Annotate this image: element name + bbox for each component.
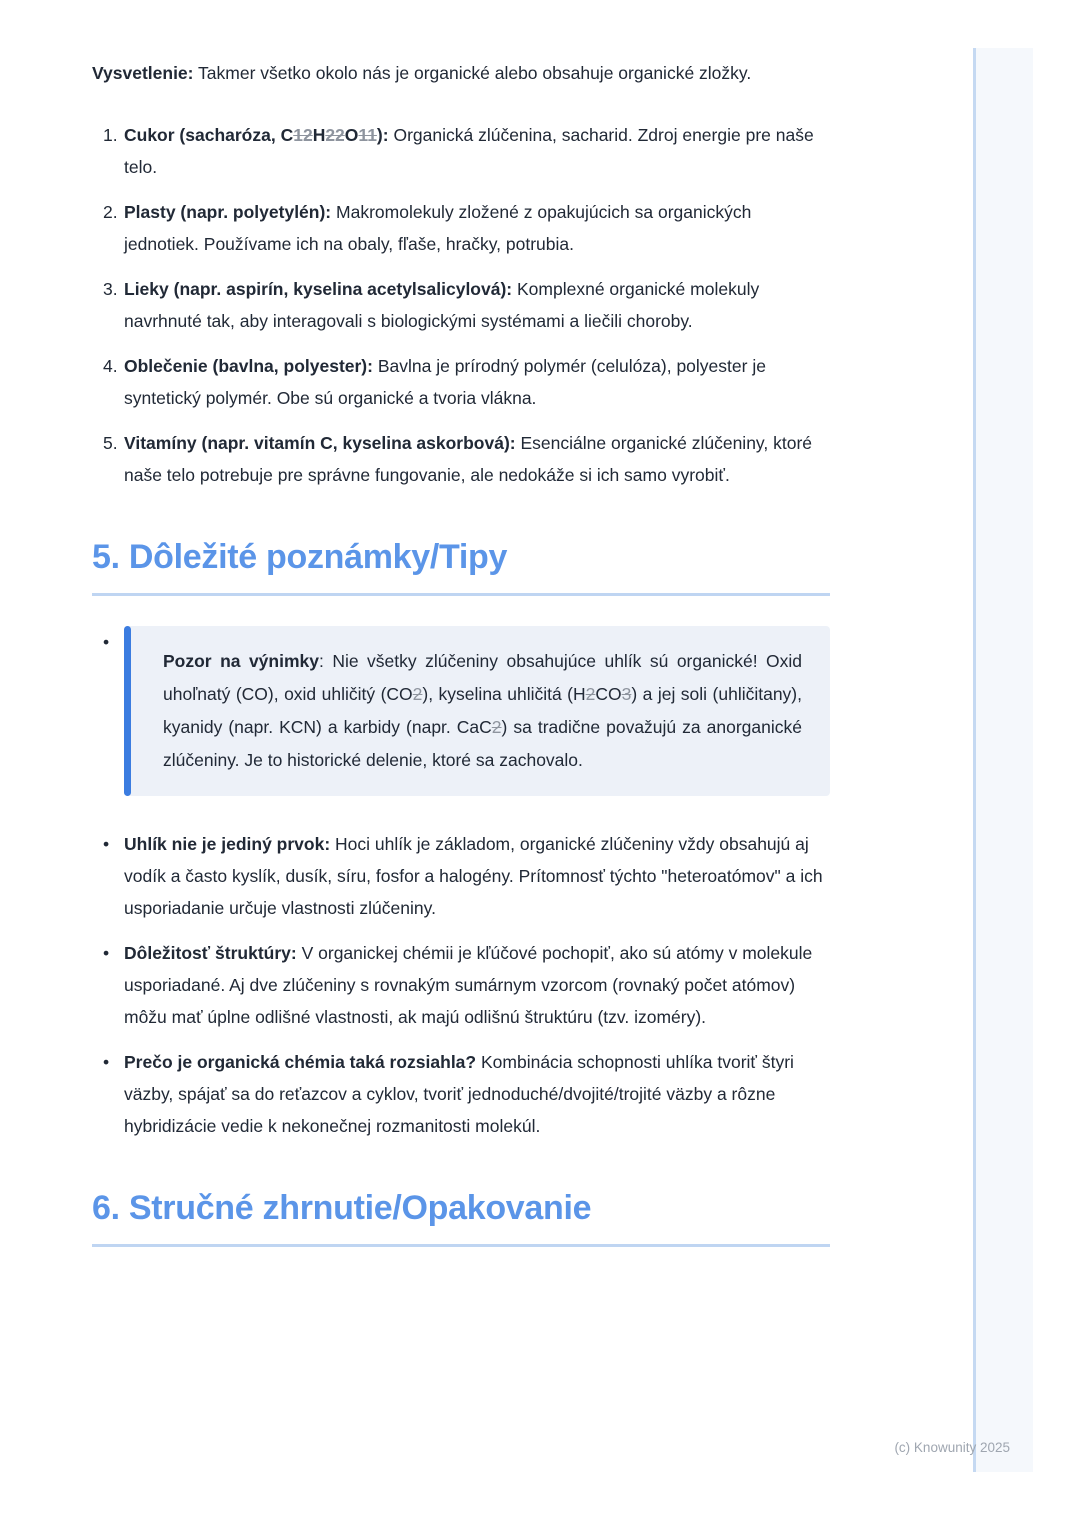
struck-subscript: 2 — [585, 684, 596, 705]
section-6-divider — [92, 1244, 830, 1247]
list-item-lead: Cukor (sacharóza, C12H22O11): — [124, 125, 389, 145]
struck-subscript: 3 — [621, 684, 632, 705]
callout-text — [163, 645, 802, 777]
list-item-body: Hoci uhlík je základom, organické zlúčeniny vždy obsahujú aj vodík a často kyslík, dusík, síru, fosfor a halogény. Prítomnosť týchto "heteroatómov" a ich usporiadanie určuje vlastnosti zlúčeniny. — [124, 834, 823, 919]
list-item-lead: Vitamíny (napr. vitamín C, kyselina askorbová): — [124, 433, 516, 453]
struck-subscript: 2 — [491, 717, 502, 738]
list-item — [92, 427, 830, 491]
list-item-text — [124, 273, 830, 337]
list-item-body: Organická zlúčenina, sacharid. Zdroj energie pre naše telo. — [124, 125, 814, 177]
list-item — [92, 350, 830, 414]
copyright-footer: (c) Knowunity 2025 — [894, 1440, 1010, 1455]
next-page-edge — [973, 48, 1033, 1472]
list-item-text — [124, 828, 830, 924]
list-marker: • — [103, 943, 110, 964]
list-item — [92, 196, 830, 260]
list-item-text — [124, 937, 830, 1033]
list-item — [92, 273, 830, 337]
struck-subscript: 22 — [325, 125, 345, 145]
document-content — [92, 57, 830, 1247]
list-marker: 2. — [103, 202, 118, 222]
list-item-body: V organickej chémii je kľúčové pochopiť, ako sú atómy v molekule usporiadané. Aj dve zlúčeniny s rovnakým sumárnym vzorcom (rovnaký počet atómov) môžu mať úplne odlišné vlastnosti, ak majú odlišnú štruktúru (tzv. izoméry). — [124, 943, 813, 1028]
list-item-text — [124, 1046, 830, 1142]
list-item-lead: Plasty (napr. polyetylén): — [124, 202, 332, 222]
examples-numbered-list — [92, 119, 830, 491]
list-item — [92, 119, 830, 183]
bullet-marker: • — [103, 632, 110, 653]
callout-accent-bar — [124, 626, 131, 796]
list-item-lead: Prečo je organická chémia taká rozsiahla? — [124, 1052, 477, 1073]
list-marker: 5. — [103, 433, 118, 453]
intro-lead: Vysvetlenie: — [92, 63, 194, 83]
list-item-body: Makromolekuly zložené z opakujúcich sa organických jednotiek. Používame ich na obaly, fľaše, hračky, potrubia. — [124, 202, 752, 254]
callout-body: : Nie všetky zlúčeniny obsahujúce uhlík sú organické! Oxid uhoľnatý (CO), oxid uhličitý (CO2), kyselina uhličitá (H2CO3) a jej soli (uhličitany), kyanidy (napr. KCN) a karbidy (napr. CaC2) sa tradične považujú za anorganické zlúčeniny. Je to historické delenie, ktoré sa zachovalo. — [163, 651, 803, 771]
list-item-body: Bavlna je prírodný polymér (celulóza), polyester je syntetický polymér. Obe sú organické a tvoria vlákna. — [124, 356, 766, 408]
list-item — [92, 1046, 830, 1142]
list-item-text — [124, 119, 830, 183]
struck-subscript: 2 — [412, 684, 423, 705]
list-marker: • — [103, 1052, 110, 1073]
list-item — [92, 937, 830, 1033]
notes-bullet-list — [92, 828, 830, 1142]
list-marker: 4. — [103, 356, 118, 376]
section-5-title: 5. Dôležité poznámky/Tipy — [92, 538, 508, 576]
warning-callout — [124, 626, 830, 796]
list-item-body: Esenciálne organické zlúčeniny, ktoré naše telo potrebuje pre správne fungovanie, ale nedokáže si ich samo vyrobiť. — [124, 433, 813, 485]
struck-subscript: 12 — [293, 125, 313, 145]
list-item-text — [124, 427, 830, 491]
list-marker: 3. — [103, 279, 118, 299]
section-6-title: 6. Stručné zhrnutie/Opakovanie — [92, 1189, 592, 1228]
struck-subscript: 11 — [358, 125, 377, 145]
callout-list — [92, 626, 830, 796]
list-item-lead: Uhlík nie je jediný prvok: — [124, 834, 331, 855]
list-item-lead: Oblečenie (bavlna, polyester): — [124, 356, 373, 376]
list-item-lead: Lieky (napr. aspirín, kyselina acetylsalicylová): — [124, 279, 513, 299]
callout-list-item — [92, 626, 830, 796]
list-item-body: Komplexné organické molekuly navrhnuté tak, aby interagovali s biologickými systémami a liečili choroby. — [124, 279, 760, 331]
callout-lead: Pozor na výnimky — [163, 651, 319, 672]
list-item-body: Kombinácia schopnosti uhlíka tvoriť štyri väzby, spájať sa do reťazcov a cyklov, tvoriť jednoduché/dvojité/trojité väzby a rôzne hybridizácie vedie k nekonečnej rozmanitosti molekúl. — [124, 1052, 794, 1137]
section-5-divider — [92, 593, 830, 596]
intro-body: Takmer všetko okolo nás je organické alebo obsahuje organické zložky. — [193, 63, 752, 83]
list-item — [92, 828, 830, 924]
list-item-text — [124, 350, 830, 414]
intro-paragraph — [92, 57, 830, 89]
list-marker: • — [103, 834, 110, 855]
list-marker: 1. — [103, 125, 118, 145]
list-item-text — [124, 196, 830, 260]
list-item-lead: Dôležitosť štruktúry: — [124, 943, 297, 964]
